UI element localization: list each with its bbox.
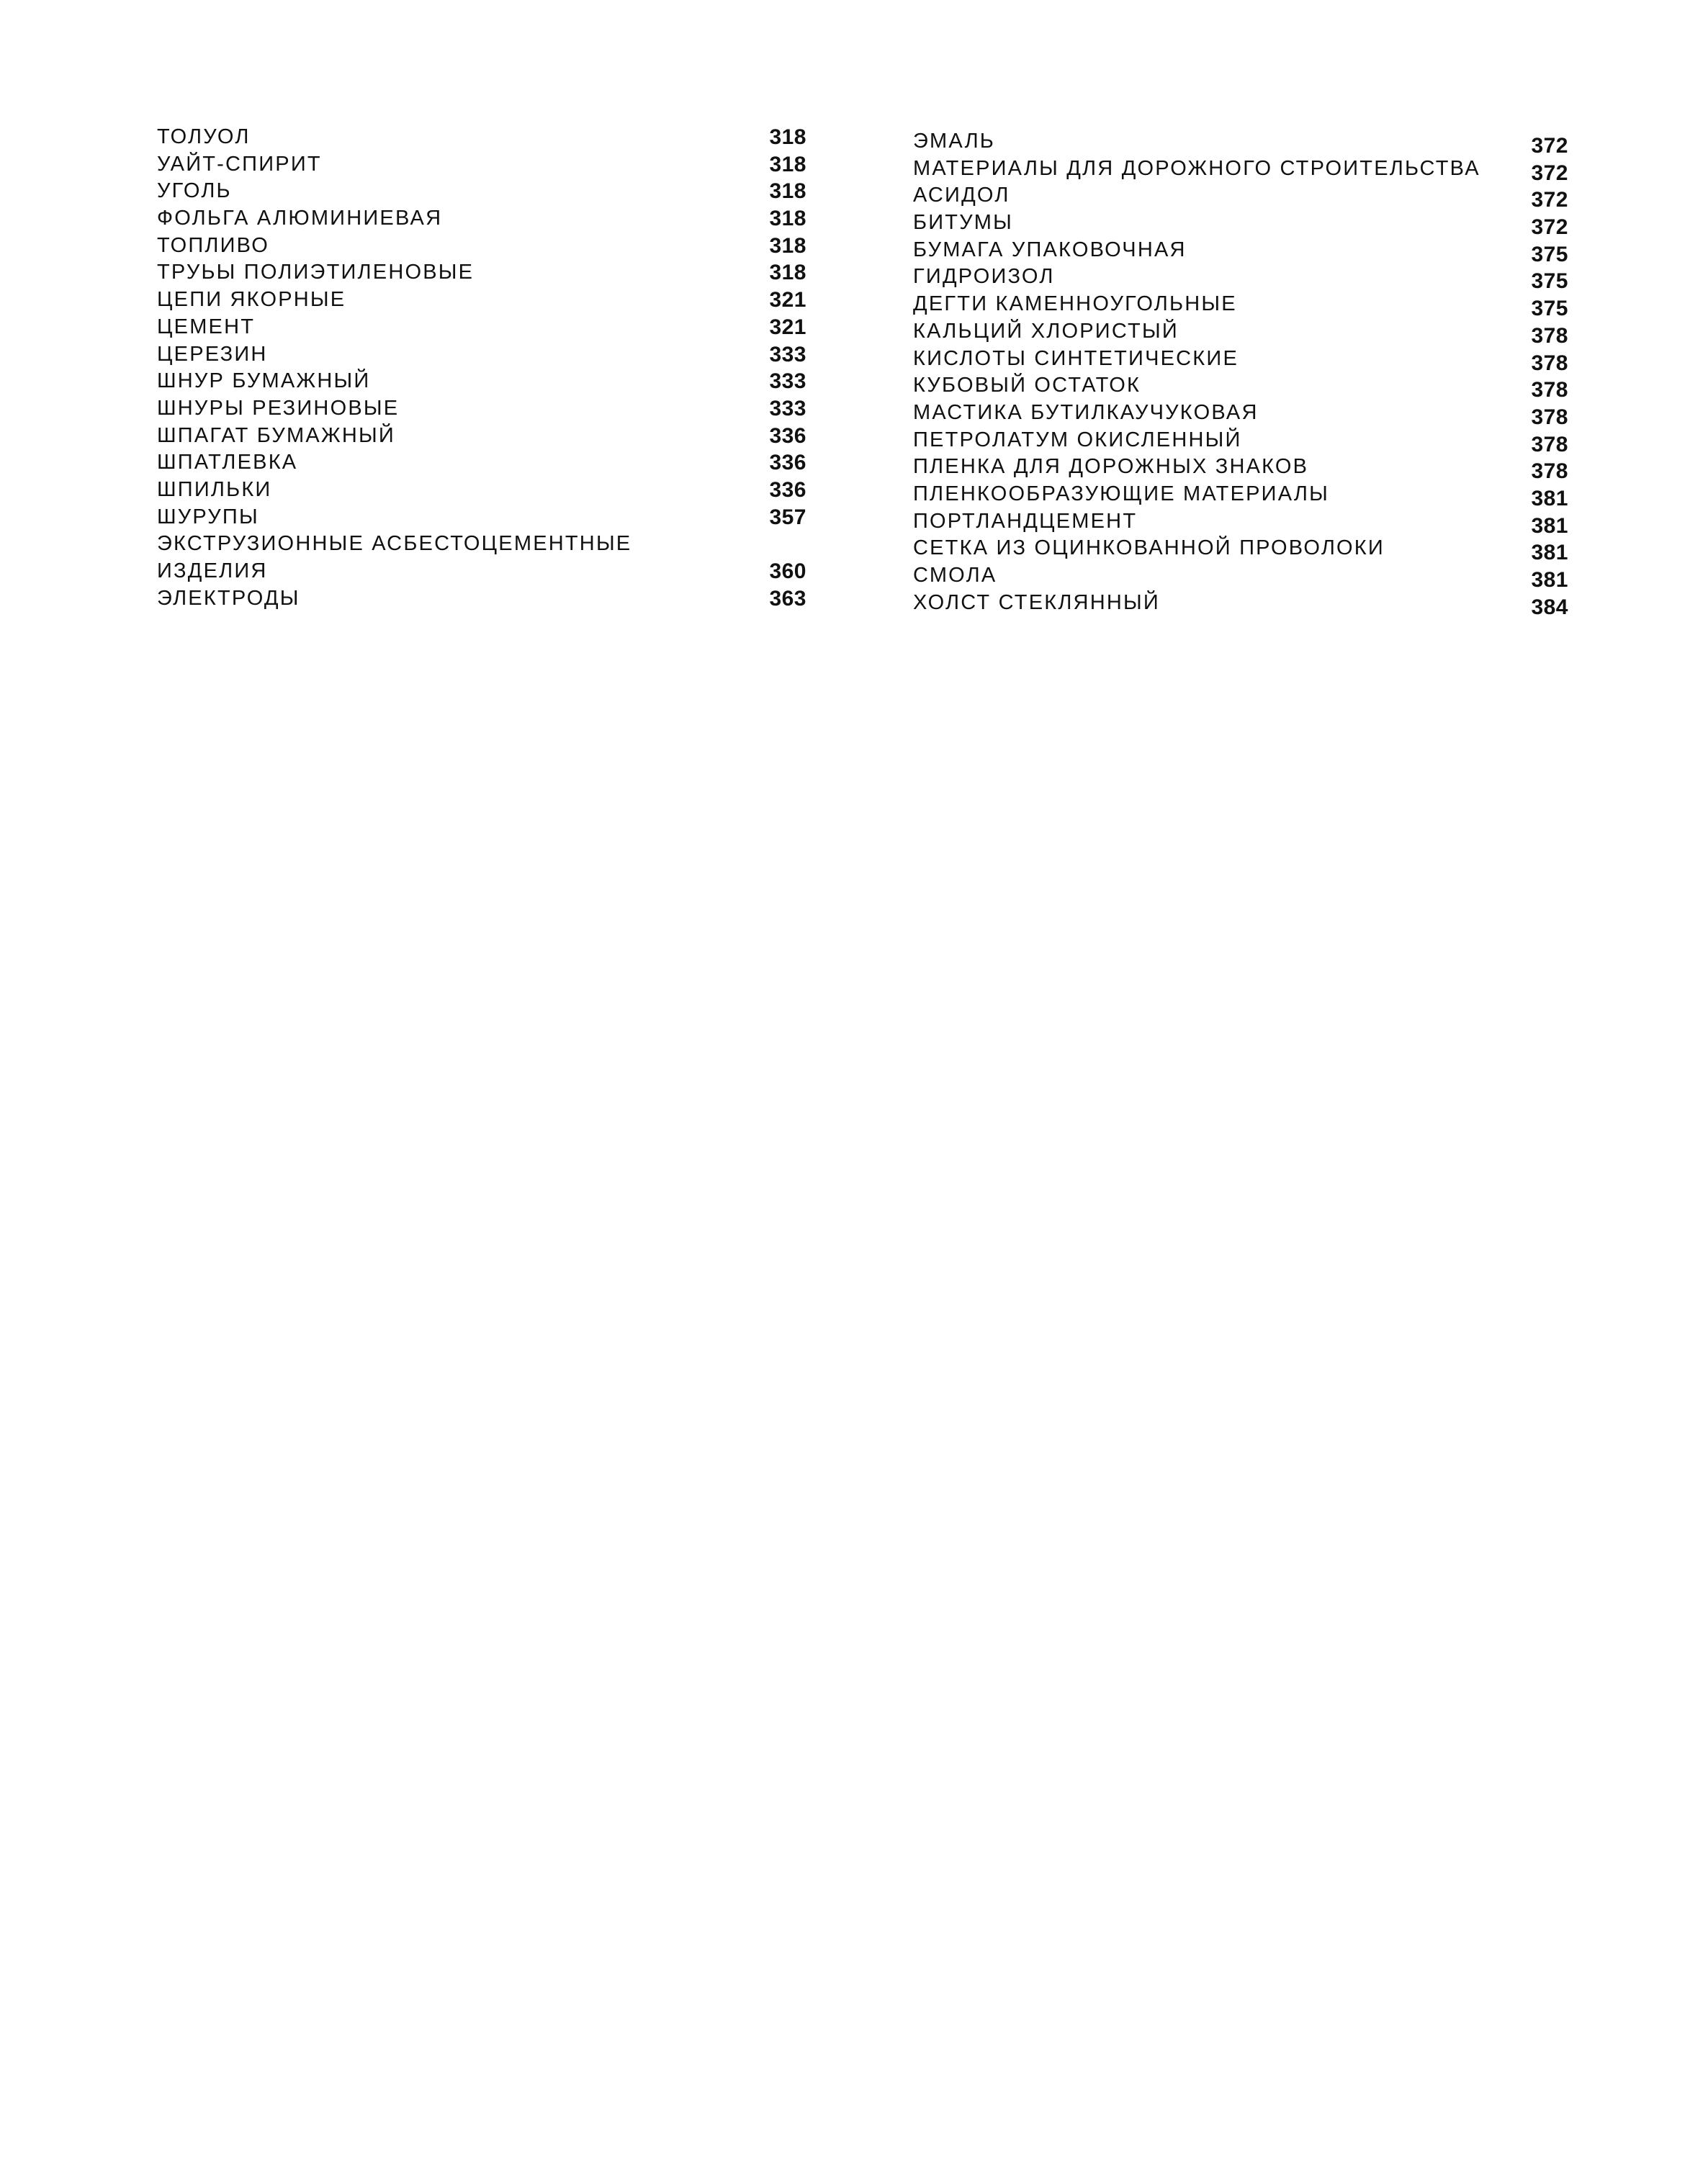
- index-page-number: 381: [1531, 568, 1568, 592]
- index-entry: [157, 477, 806, 504]
- index-entry: [157, 314, 806, 341]
- index-term: КАЛЬЦИЙ ХЛОРИСТЫЙ: [913, 319, 1179, 343]
- index-entry: [157, 287, 806, 314]
- index-term: ЭКСТРУЗИОННЫЕ АСБЕСТОЦЕМЕНТНЫЕ: [157, 532, 632, 556]
- index-term: ЦЕМЕНТ: [157, 315, 256, 338]
- index-entry: [913, 590, 1568, 617]
- index-page-number: 333: [769, 396, 806, 420]
- index-entry: [157, 259, 806, 287]
- index-term: СЕТКА ИЗ ОЦИНКОВАННОЙ ПРОВОЛОКИ: [913, 536, 1385, 560]
- index-term: ИЗДЕЛИЯ: [157, 559, 268, 582]
- index-entry: [913, 346, 1568, 373]
- index-page-number: 372: [1531, 161, 1568, 185]
- index-page-number: 375: [1531, 242, 1568, 266]
- index-page-number: 336: [769, 423, 806, 448]
- index-page-number: 336: [769, 477, 806, 502]
- index-term: КИСЛОТЫ СИНТЕТИЧЕСКИЕ: [913, 346, 1239, 370]
- index-page-number: 384: [1531, 595, 1568, 619]
- index-page-number: 378: [1531, 351, 1568, 375]
- index-page-number: 321: [769, 288, 806, 312]
- index-entry: [913, 372, 1568, 400]
- index-page-number: 378: [1531, 459, 1568, 484]
- index-term: ЦЕРЕЗИН: [157, 342, 268, 366]
- index-term: ЭМАЛЬ: [913, 130, 996, 153]
- index-term: ПОРТЛАНДЦЕМЕНТ: [913, 509, 1138, 533]
- index-page-number: 378: [1531, 405, 1568, 429]
- index-term: ЦЕПИ ЯКОРНЫЕ: [157, 288, 346, 312]
- index-term: БУМАГА УПАКОВОЧНАЯ: [913, 238, 1187, 261]
- index-entry: [913, 237, 1568, 264]
- index-entry: [913, 427, 1568, 454]
- index-page-number: 372: [1531, 188, 1568, 212]
- index-entry: [913, 182, 1568, 210]
- index-term: ШНУРЫ РЕЗИНОВЫЕ: [157, 396, 400, 420]
- index-entry: [157, 178, 806, 205]
- index-entry: [157, 341, 806, 369]
- index-page-number: 318: [769, 152, 806, 176]
- index-entry: [913, 264, 1568, 294]
- index-page-number: 378: [1531, 432, 1568, 456]
- index-term: БИТУМЫ: [913, 211, 1014, 235]
- index-page-number: 375: [1531, 269, 1568, 294]
- index-entry: [157, 423, 806, 450]
- index-term: ПЛЕНКА ДЛЯ ДОРОЖНЫХ ЗНАКОВ: [913, 455, 1309, 479]
- index-term: АСИДОЛ: [913, 184, 1010, 207]
- index-page-number: 372: [1531, 215, 1568, 240]
- index-term: ШНУР БУМАЖНЫЙ: [157, 369, 371, 393]
- index-entry: [913, 318, 1568, 346]
- index-entry: [157, 558, 806, 585]
- index-page-number: 318: [769, 125, 806, 149]
- index-page-number: 378: [1531, 378, 1568, 402]
- index-entry: [913, 454, 1568, 484]
- index-term: ТРУЬЫ ПОЛИЭТИЛЕНОВЫЕ: [157, 261, 475, 284]
- index-entry: [157, 368, 806, 395]
- index-term: УАЙТ-СПИРИТ: [157, 152, 322, 176]
- index-term: УГОЛЬ: [157, 179, 232, 203]
- index-term: ДЕГТИ КАМЕННОУГОЛЬНЫЕ: [913, 292, 1237, 316]
- index-page-number: 318: [769, 233, 806, 258]
- index-column-right: [913, 128, 1568, 619]
- index-entry: [157, 233, 806, 260]
- index-term: ГИДРОИЗОЛ: [913, 265, 1055, 289]
- index-page-number: 318: [769, 261, 806, 285]
- index-entry: [913, 562, 1568, 590]
- index-entry: [913, 535, 1568, 565]
- index-term: ТОЛУОЛ: [157, 125, 251, 148]
- index-page-number: 333: [769, 369, 806, 394]
- index-entry: [157, 531, 806, 558]
- index-page-number: 333: [769, 342, 806, 366]
- index-term: ФОЛЬГА АЛЮМИНИЕВАЯ: [157, 207, 443, 230]
- index-page-number: 360: [769, 559, 806, 583]
- index-term: КУБОВЫЙ ОСТАТОК: [913, 374, 1141, 397]
- index-entry: [913, 210, 1568, 240]
- index-entry: [913, 156, 1568, 183]
- index-entry: [157, 151, 806, 179]
- index-page-number: 375: [1531, 297, 1568, 321]
- index-page-number: 381: [1531, 513, 1568, 538]
- index-page-number: 381: [1531, 541, 1568, 565]
- index-page-number: 372: [1531, 134, 1568, 158]
- index-entry: [157, 395, 806, 423]
- index-entry: [157, 504, 806, 531]
- index-term: ТОПЛИВО: [157, 233, 270, 257]
- index-term: ПЛЕНКООБРАЗУЮЩИЕ МАТЕРИАЛЫ: [913, 482, 1329, 505]
- index-page-number: 336: [769, 451, 806, 475]
- index-page-number: 321: [769, 315, 806, 339]
- index-entry: [157, 124, 806, 151]
- index-entry: [913, 400, 1568, 427]
- index-term: ХОЛСТ СТЕКЛЯННЫЙ: [913, 590, 1160, 614]
- index-term: ЭЛЕКТРОДЫ: [157, 586, 300, 610]
- index-term: ШУРУПЫ: [157, 505, 259, 528]
- index-page-number: 357: [769, 505, 806, 529]
- index-entry: [157, 449, 806, 477]
- index-page-number: 363: [769, 586, 806, 611]
- index-page-number: 378: [1531, 323, 1568, 348]
- index-entry: [913, 481, 1568, 508]
- index-entry: [157, 585, 806, 613]
- index-entry: [157, 205, 806, 233]
- index-page-number: 381: [1531, 486, 1568, 510]
- index-term: МАТЕРИАЛЫ ДЛЯ ДОРОЖНОГО СТРОИТЕЛЬСТВА: [913, 156, 1480, 180]
- index-entry: [913, 291, 1568, 321]
- index-entry: [913, 508, 1568, 536]
- index-term: ШПАТЛЕВКА: [157, 451, 298, 474]
- index-term: ПЕТРОЛАТУМ ОКИСЛЕННЫЙ: [913, 428, 1242, 451]
- index-term: МАСТИКА БУТИЛКАУЧУКОВАЯ: [913, 400, 1259, 424]
- index-term: СМОЛА: [913, 564, 997, 587]
- index-term: ШПАГАТ БУМАЖНЫЙ: [157, 423, 395, 447]
- index-page-number: 318: [769, 179, 806, 204]
- index-page-number: 318: [769, 207, 806, 231]
- index-column-left: [157, 124, 806, 612]
- index-entry: [913, 128, 1568, 156]
- index-term: ШПИЛЬКИ: [157, 477, 272, 501]
